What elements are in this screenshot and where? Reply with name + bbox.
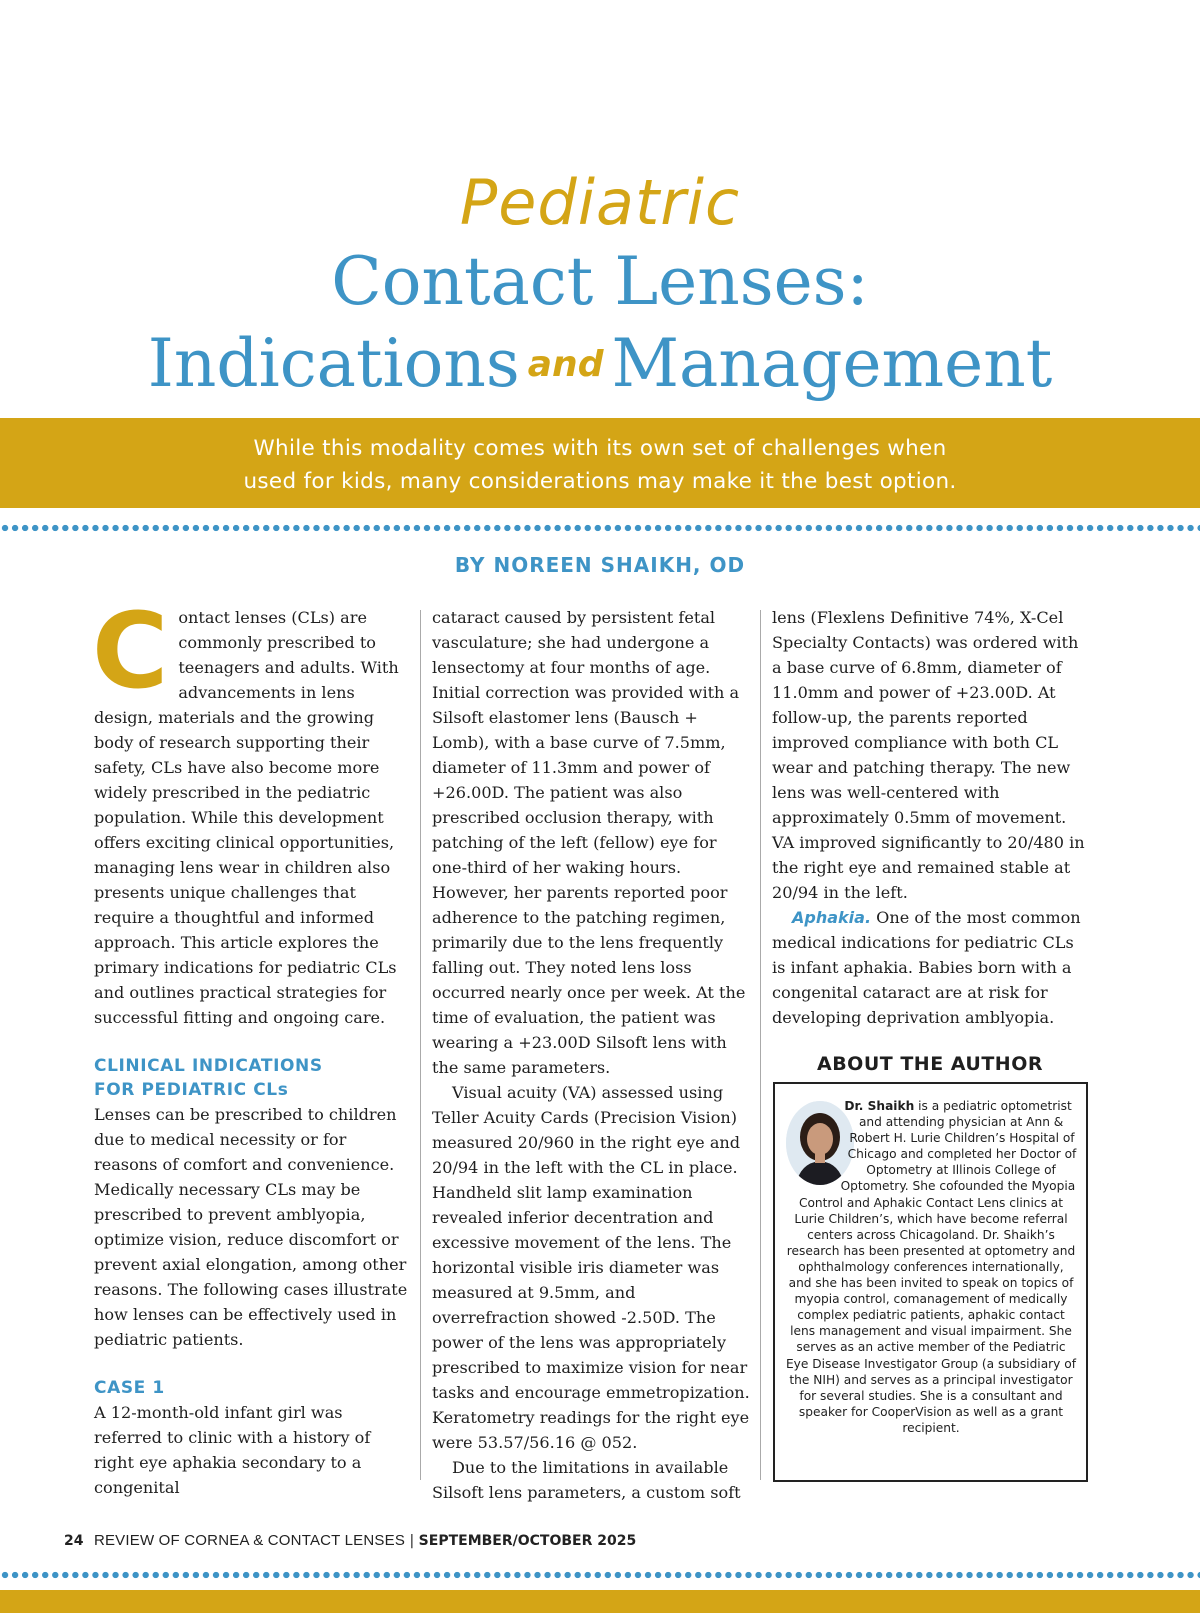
article-title xyxy=(0,165,1200,406)
intro-text: ontact lenses (CLs) are commonly prescribed to teenagers and adults. With advancements in lens design, materials and the growing body of research supporting their safety, CLs have also become more widely prescribed in the pediatric population. While this development offers exciting clinical opportunities, managing lens wear in children also presents unique challenges that require a thoughtful and informed approach. This article explores the primary indications for pediatric CLs and outlines practical strategies for successful fitting and ongoing care. xyxy=(94,608,399,1027)
column-rule xyxy=(760,610,761,1480)
author-bio-text: is a pediatric optometrist and attending physician at Ann & Robert H. Lurie Children’s Hospital of Chicago and completed her Doctor of Optometry at Illinois College of Optometry. She cofounded the Myopia Control and Aphakic Contact Lens clinics at Lurie Children’s, which have become referral centers across Chicagoland. Dr. Shaikh’s research has been presented at optometry and ophthalmology conferences internationally, and she has been invited to speak on topics of myopia control, comanagement of medically complex pediatric patients, aphakic contact lens management and visual impairment. She serves as an active member of the Pediatric Eye Disease Investigator Group (a subsidiary of the NIH) and serves as a principal investigator for several studies. She is a consultant and speaker for CooperVision as well as a grant recipient. xyxy=(785,1099,1077,1435)
drop-cap: C xyxy=(92,590,169,712)
paragraph-aphakia xyxy=(772,905,1092,1030)
dotted-divider-top xyxy=(0,524,1200,532)
paragraph: cataract caused by persistent fetal vasculature; she had undergone a lensectomy at four months of age. Initial correction was provided with a Silsoft elastomer lens (Bausch + Lomb), with a base curve of 7.5mm, diameter of 11.3mm and power of +26.00D. The patient was also prescribed occlusion therapy, with patching of the left (fellow) eye for one-third of her waking hours. However, her parents reported poor adherence to the patching regimen, primarily due to the lens frequently falling out. They noted lens loss occurred nearly once per week. At the time of evaluation, the patient was wearing a +23.00D Silsoft lens with the same parameters. xyxy=(432,608,746,1077)
section-heading-clinical-indications xyxy=(94,1054,410,1102)
paragraph: Lenses can be prescribed to children due to medical necessity or for reasons of comfort and convenience. Medically necessary CLs may be prescribed to prevent amblyopia, optimize vision, reduce discomfort or prevent axial elongation, among other reasons. The following cases illustrate how lenses can be effectively used in pediatric patients. xyxy=(94,1105,408,1349)
page-number: 24 xyxy=(64,1533,84,1549)
runin-heading-aphakia: Aphakia. xyxy=(792,908,872,927)
publication-name: REVIEW OF CORNEA & CONTACT LENSES xyxy=(93,1532,406,1549)
paragraph: A 12-month-old infant girl was referred to clinic with a history of right eye aphakia secondary to a congenital xyxy=(94,1403,371,1497)
about-author-heading: ABOUT THE AUTHOR xyxy=(817,1053,1043,1075)
column-1 xyxy=(92,590,410,1500)
bottom-color-bar xyxy=(0,1590,1200,1613)
about-author-box xyxy=(773,1082,1088,1482)
title-management: Management xyxy=(611,325,1053,402)
paragraph: lens (Flexlens Definitive 74%, X-Cel Specialty Contacts) was ordered with a base curve of 6.8mm, diameter of 11.0mm and power of +23.00D. At follow-up, the parents reported improved compliance with both CL wear and patching therapy. The new lens was well-centered with approximately 0.5mm of movement. VA improved significantly to 20/480 in the right eye and remained stable at 20/94 in the left. xyxy=(772,608,1085,902)
footer-separator: | xyxy=(409,1533,415,1549)
byline: BY NOREEN SHAIKH, OD xyxy=(454,553,746,577)
title-pediatric: Pediatric xyxy=(459,166,741,239)
paragraph: Due to the limitations in available Silsoft lens parameters, a custom soft xyxy=(432,1458,741,1502)
deck-banner xyxy=(0,418,1200,508)
title-indications: Indications xyxy=(147,325,520,402)
title-connector: and xyxy=(527,344,604,385)
heading-line-1: CLINICAL INDICATIONS xyxy=(94,1056,323,1076)
author-name: Dr. Shaikh xyxy=(844,1099,915,1113)
section-heading-case-1: CASE 1 xyxy=(94,1378,165,1398)
title-contact-lenses: Contact Lenses: xyxy=(331,243,869,320)
title-line3 xyxy=(0,323,1200,406)
heading-line-2: FOR PEDIATRIC CLs xyxy=(94,1080,289,1100)
dotted-divider-bottom xyxy=(0,1571,1200,1579)
paragraph-text: One of the most common medical indications for pediatric CLs is infant aphakia. Babies born with a congenital cataract are at risk for developing deprivation amblyopia. xyxy=(772,908,1081,1027)
author-bio xyxy=(785,1098,1077,1436)
deck-line-1: While this modality comes with its own set of challenges when xyxy=(253,436,947,461)
page-footer xyxy=(64,1532,636,1549)
deck-line-2: used for kids, many considerations may make it the best option. xyxy=(243,469,957,494)
column-rule xyxy=(420,610,421,1480)
column-3 xyxy=(772,605,1092,1030)
photo-wrap-shape xyxy=(785,1098,847,1194)
intro-paragraph xyxy=(92,590,410,1030)
paragraph: Visual acuity (VA) assessed using Teller Acuity Cards (Precision Vision) measured 20/960 in the right eye and 20/94 in the left with the CL in place. Handheld slit lamp examination revealed inferior decentration and excessive movement of the lens. The horizontal visible iris diameter was measured at 9.5mm, and overrefraction showed -2.50D. The power of the lens was appropriately prescribed to maximize vision for near tasks and encourage emmetropization. Keratometry readings for the right eye were 53.57/56.16 @ 052. xyxy=(432,1083,750,1452)
issue-date: SEPTEMBER/OCTOBER 2025 xyxy=(418,1533,637,1549)
column-2 xyxy=(432,605,750,1505)
